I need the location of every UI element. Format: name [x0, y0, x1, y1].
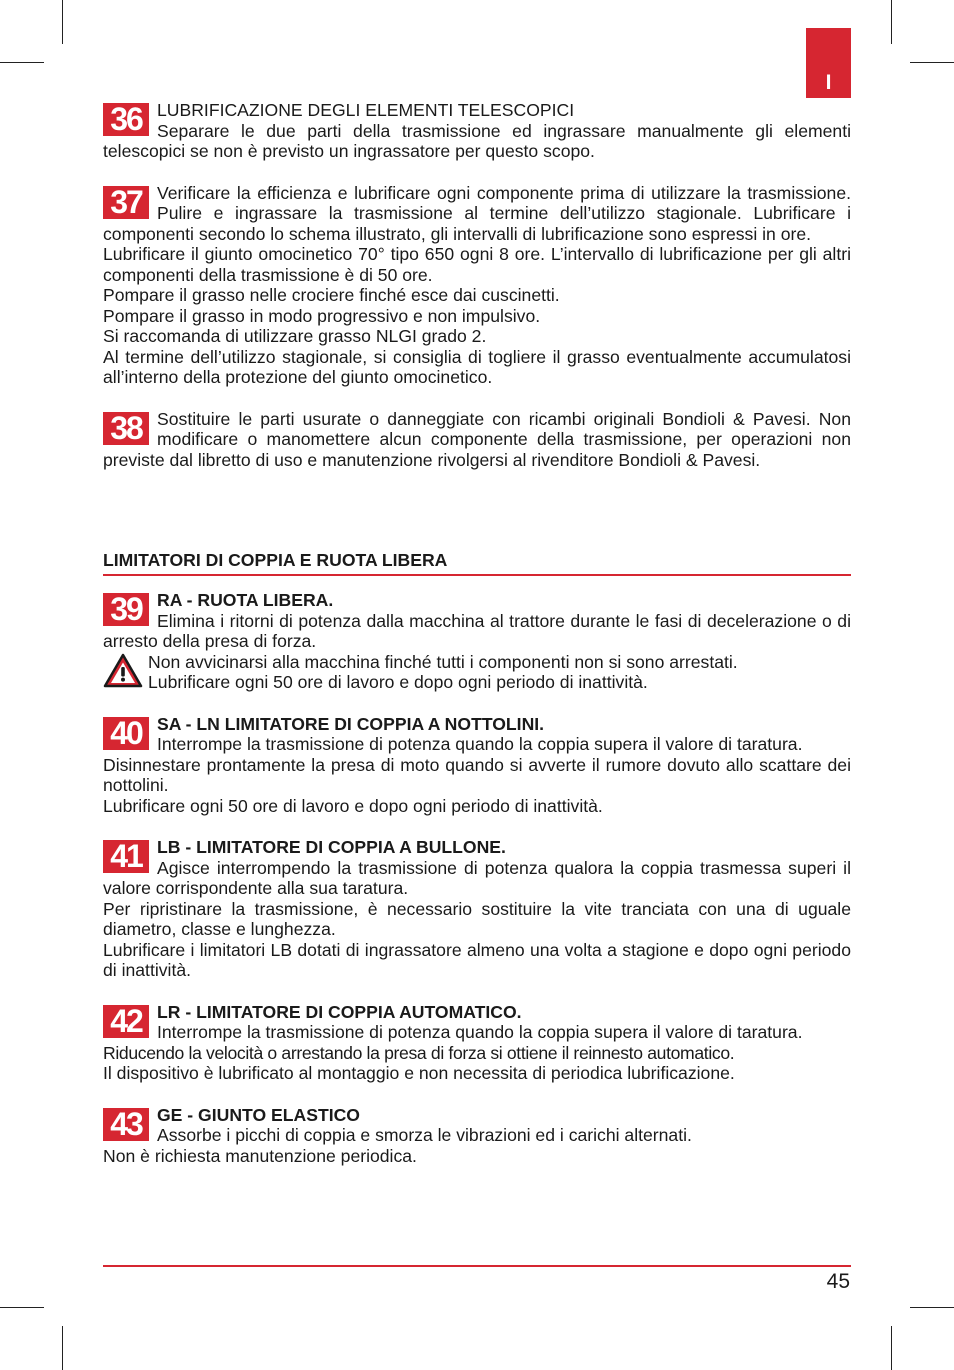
step-badge-40: 40 — [103, 717, 149, 750]
section-37-para-4: Pompare il grasso in modo progressivo e non impulsivo. — [103, 305, 541, 326]
section-36-text: Separare le due parti della trasmissione ed ingrassare manualmente gli elementi telescopici se non è previsto un ingrassatore per questo scopo. — [103, 120, 851, 161]
section-42 — [103, 1002, 851, 1084]
section-42-para-2: Riducendo la velocità o arrestando la presa di forza si ottiene il reinnesto automatico. — [103, 1042, 735, 1063]
page-number: 45 — [826, 1270, 850, 1293]
section-37-para-6: Al termine dell’utilizzo stagionale, si consiglia di togliere il grasso eventualmente accumulatosi all’interno della protezione del giunto omocinetico. — [103, 346, 851, 387]
section-37-para-1: Verificare la efficienza e lubrificare ogni componente prima di utilizzare la trasmissione. Pulire e ingrassare la trasmissione al termine dell’utilizzo stagionale. Lubrificare i componenti secondo lo schema illustrato, gli intervalli di lubrificazione sono espressi in ore. — [103, 182, 851, 244]
step-badge-42: 42 — [103, 1005, 149, 1038]
crop-mark — [891, 1326, 892, 1370]
section-40-para-2: Disinnestare prontamente la presa di moto quando si avverte il rumore dovuto allo scattare dei nottolini. — [103, 754, 851, 795]
section-38 — [103, 409, 851, 471]
limitatori-section-title: LIMITATORI DI COPPIA E RUOTA LIBERA — [103, 550, 851, 576]
step-badge-41: 41 — [103, 840, 149, 873]
section-36-title: LUBRIFICAZIONE DEGLI ELEMENTI TELESCOPICI — [157, 100, 575, 120]
crop-mark — [891, 0, 892, 44]
page-content — [103, 98, 851, 1166]
section-42-para-3: Il dispositivo è lubrificato al montaggio e non necessita di periodica lubrificazione. — [103, 1063, 735, 1083]
section-37-para-3: Pompare il grasso nelle crociere finché esce dai cuscinetti. — [103, 285, 560, 305]
section-40 — [103, 714, 851, 817]
crop-mark — [910, 1307, 954, 1308]
warning-notice — [103, 652, 851, 693]
footer-rule — [103, 1265, 851, 1267]
section-40-para-3: Lubrificare ogni 50 ore di lavoro e dopo ogni periodo di inattività. — [103, 795, 603, 816]
crop-mark — [62, 0, 63, 44]
language-tab — [806, 28, 851, 98]
section-42-title: LR - LIMITATORE DI COPPIA AUTOMATICO. — [157, 1001, 522, 1022]
step-badge-38: 38 — [103, 412, 149, 445]
section-43-para-2: Non è richiesta manutenzione periodica. — [103, 1145, 417, 1166]
step-badge-43: 43 — [103, 1108, 149, 1141]
section-37-para-2: Lubrificare il giunto omocinetico 70° tipo 650 ogni 8 ore. L’intervallo di lubrificazione per gli altri componenti della trasmissione è di 50 ore. — [103, 244, 851, 285]
step-badge-36: 36 — [103, 103, 149, 136]
crop-mark — [0, 62, 44, 63]
warning-line-2: Lubrificare ogni 50 ore di lavoro e dopo ogni periodo di inattività. — [148, 672, 648, 692]
warning-line-1: Non avvicinarsi alla macchina finché tutti i componenti non si sono arrestati. — [148, 651, 738, 672]
section-37-para-5: Si raccomanda di utilizzare grasso NLGI grado 2. — [103, 326, 487, 346]
section-39-text: Elimina i ritorni di potenza dalla macchina al trattore durante le fasi di decelerazione o di arresto della presa di forza. — [103, 610, 851, 651]
warning-triangle-icon — [103, 653, 143, 688]
section-36 — [103, 100, 851, 162]
section-40-title: SA - LN LIMITATORE DI COPPIA A NOTTOLINI. — [157, 713, 545, 734]
section-39 — [103, 590, 851, 693]
section-43-title: GE - GIUNTO ELASTICO — [157, 1104, 360, 1125]
step-badge-37: 37 — [103, 186, 149, 219]
section-41-title: LB - LIMITATORE DI COPPIA A BULLONE. — [157, 837, 506, 857]
crop-mark — [910, 62, 954, 63]
crop-mark — [0, 1307, 44, 1308]
section-40-para-1: Interrompe la trasmissione di potenza quando la coppia supera il valore di taratura. — [157, 734, 803, 754]
section-42-para-1: Interrompe la trasmissione di potenza quando la coppia supera il valore di taratura. — [157, 1022, 803, 1042]
section-41-para-3: Lubrificare i limitatori LB dotati di ingrassatore almeno una volta a stagione e dopo ogni periodo di inattività. — [103, 939, 851, 980]
section-43 — [103, 1105, 851, 1167]
section-41 — [103, 837, 851, 981]
section-41-para-2: Per ripristinare la trasmissione, è necessario sostituire la vite tranciata con una di uguale diametro, classe e lunghezza. — [103, 898, 851, 939]
section-41-para-1: Agisce interrompendo la trasmissione di potenza qualora la coppia trasmessa superi il valore corrispondente alla sua taratura. — [103, 857, 851, 898]
language-tab-label: I — [825, 71, 832, 94]
step-badge-39: 39 — [103, 593, 149, 626]
crop-mark — [62, 1326, 63, 1370]
section-39-title: RA - RUOTA LIBERA. — [157, 590, 334, 610]
section-37 — [103, 183, 851, 388]
section-43-para-1: Assorbe i picchi di coppia e smorza le vibrazioni ed i carichi alternati. — [157, 1125, 692, 1145]
section-38-text: Sostituire le parti usurate o danneggiate con ricambi originali Bondioli & Pavesi. Non modificare o manomettere alcun componente della trasmissione, per operazioni non previste dal libretto di uso e manutenzione rivolgersi al rivenditore Bondioli & Pavesi. — [103, 408, 851, 470]
